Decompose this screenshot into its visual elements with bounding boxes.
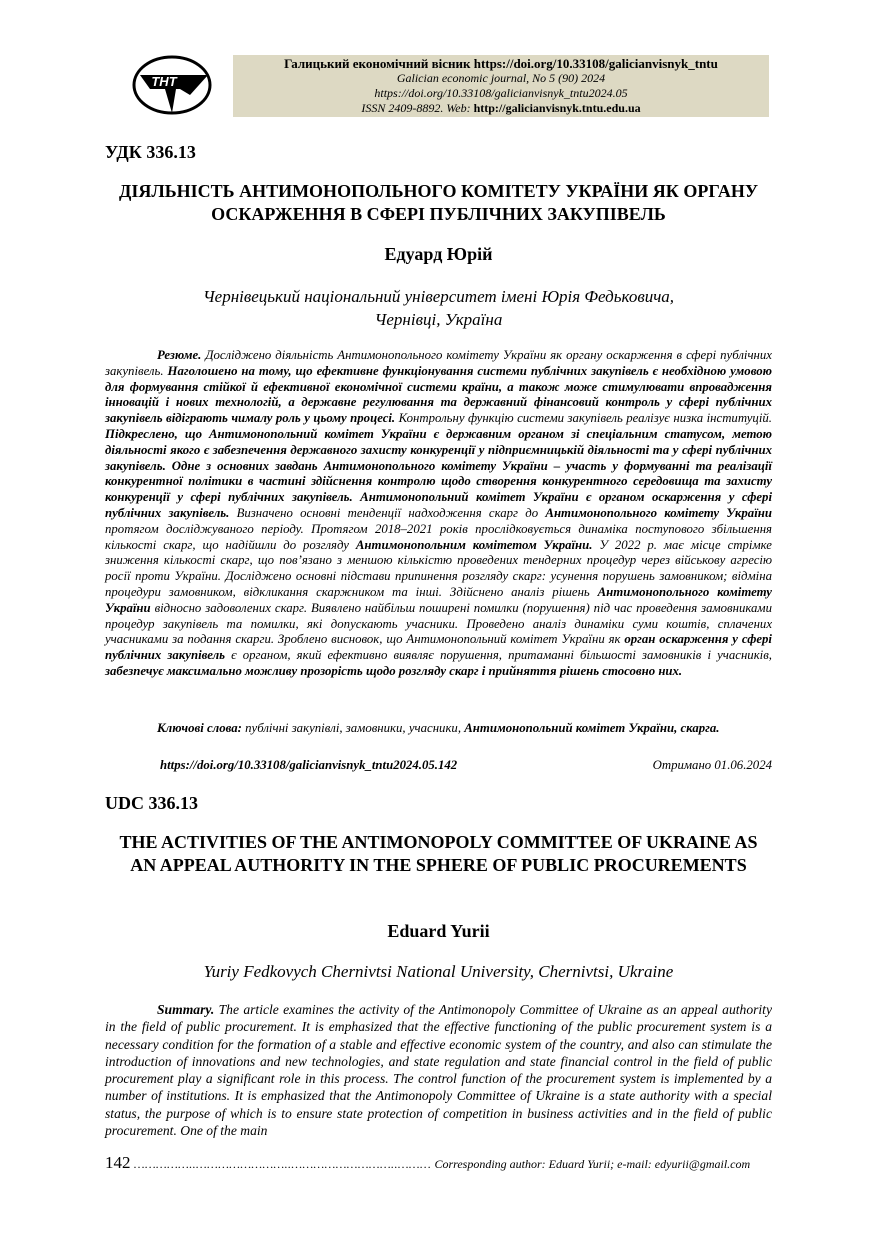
affiliation-ua	[105, 285, 772, 331]
title-en: THE ACTIVITIES OF THE ANTIMONOPOLY COMMITTEE OF UKRAINE AS AN APPEAL AUTHORITY IN THE SPHERE OF PUBLIC PROCUREMENTS	[119, 832, 758, 875]
received-date: Отримано 01.06.2024	[652, 758, 772, 772]
affiliation-ua-line-2: Чернівці, Україна	[374, 310, 503, 329]
page-number: 142	[105, 1153, 131, 1172]
abstract-text: Визначено основні тенденції надходження скарг до	[229, 505, 546, 520]
keywords-text: публічні закупівлі, замовники, учасники,	[241, 721, 465, 735]
abstract-emphasis: Антимонопольним комітетом України.	[355, 537, 593, 552]
journal-banner	[233, 55, 769, 117]
udc-en: UDC 336.13	[105, 793, 198, 813]
abstract-emphasis: забезпечує максимально можливу прозорість щодо розгляду скарг і прийняття рішень стосовно них.	[105, 663, 683, 678]
affiliation-ua-line-1: Чернівецький національний університет імені Юрія Федьковича,	[202, 287, 675, 306]
abstract-emphasis: орган оскарження у сфері публічних закупівель	[105, 632, 772, 663]
page-footer	[105, 1153, 772, 1173]
udc-ua: УДК 336.13	[105, 142, 196, 162]
abstract-text: У 2022 р. має місце стрімке зниження кількості скарг, що пов’язано з меншою кількістю проведених тендерних процедур через військову агресію росії проти України. Досліджено основні підстави припинення розгляду скарг: усунення порушень замовником; відміна процедури замовником, відкликання скаржником та інші. Здійснено аналіз рішень	[105, 537, 772, 599]
abstract-emphasis: Наголошено на тому, що ефективне функціонування системи публічних закупівель є необхідною умовою для формування стійкої й ефективної економічної системи країни, а також може стимулювати впровадження інновацій і нових технологій, а державне регулювання та державний фінансовий контроль у сфері публічних закупівель відіграють чималу роль у цьому процесі.	[105, 363, 772, 426]
keywords-emphasis: Антимонопольний комітет України, скарга.	[464, 721, 720, 735]
abstract-text: Досліджено діяльність Антимонопольного комітету України як органу оскарження в сфері публічних закупівель.	[105, 348, 772, 378]
abstract-text: Контрольну функцію системи закупівель реалізує низка інституцій.	[395, 411, 772, 426]
banner-issn: ISSN 2409-8892. Web:	[361, 101, 474, 115]
logo-text: ТНТ	[151, 74, 177, 89]
banner-line-1: Галицький економічний вісник https://doi.org/10.33108/galicianvisnyk_tntu	[284, 56, 718, 71]
author-ua: Едуард Юрій	[384, 244, 493, 264]
abstract-ua	[105, 348, 772, 680]
banner-line-3: https://doi.org/10.33108/galicianvisnyk_tntu2024.05	[374, 86, 628, 100]
keywords-ua	[105, 721, 772, 736]
banner-line-2: Galician economic journal, No 5 (90) 2024	[396, 71, 606, 85]
journal-logo	[132, 55, 212, 117]
article-doi-link[interactable]: https://doi.org/10.33108/galicianvisnyk_tntu2024.05.142	[160, 758, 458, 772]
banner-web-link[interactable]: http://galicianvisnyk.tntu.edu.ua	[473, 101, 641, 115]
summary-text: The article examines the activity of the Antimonopoly Committee of Ukraine as an appeal authority in the field of public procurement. It is emphasized that the effective functioning of the public procurement system is a necessary condition for the formation of a stable and effective economic system of the country, and also can stimulate the introduction of innovations and new technologies, and state regulation and state financial control in the field of public procurement play a significant role in this process. The control function of the procurement system is implemented by a number of institutions. It is emphasized that the Antimonopoly Committee of Ukraine is a state authority with a special status, the purpose of which is to ensure state protection of competition in business activities and in the field of public procurement. One of the main	[105, 1002, 772, 1139]
summary-en	[105, 1001, 772, 1139]
keywords-label: Ключові слова:	[157, 721, 242, 735]
abstract-emphasis: Антимонопольного комітету України	[545, 505, 772, 520]
abstract-emphasis: Антимонопольного комітету України	[105, 584, 772, 615]
footer-dots: ……………..……………………..………………………..………	[130, 1157, 435, 1171]
abstract-text: є органом, який ефективно виявляє порушення, притаманні більшості замовників і учасників,	[224, 648, 772, 663]
doi-line	[160, 758, 772, 773]
abstract-label: Резюме.	[157, 348, 202, 362]
banner-line-4	[233, 101, 769, 116]
summary-label: Summary.	[157, 1002, 215, 1017]
abstract-emphasis: Підкреслено, що Антимонопольний комітет України є державним органом зі спеціальним статусом, метою діяльності якого є забезпечення державного захисту конкуренції у підприємницькій діяльності та у сфері публічних закупівель. Одне з основних завдань Антимонопольного комітету України – участь у формуванні та реалізації конкурентної політики в частині здійснення контролю щодо створення конкурентного середовища та захисту конкуренції у сфері публічних закупівель. Антимонопольний комітет України є органом оскарження у сфері публічних закупівель.	[105, 426, 772, 520]
corresponding-author: Corresponding author: Eduard Yurii; e-mail: edyurii@gmail.com	[434, 1157, 751, 1171]
affiliation-en: Yuriy Fedkovych Chernivtsi National University, Chernivtsi, Ukraine	[203, 962, 674, 981]
title-ua: ДІЯЛЬНІСТЬ АНТИМОНОПОЛЬНОГО КОМІТЕТУ УКРАЇНИ ЯК ОРГАНУ ОСКАРЖЕННЯ В СФЕРІ ПУБЛІЧНИХ ЗАКУПІВЕЛЬ	[118, 181, 759, 224]
abstract-text: відносно задоволених скарг. Виявлено найбільш поширені помилки (порушення) під час проведення замовниками процедур закупівель та помилки, які допускають учасники. Проведено аналіз динаміки суми коштів, сплачених учасниками за подання скарги. Зроблено висновок, що Антимонопольний комітет України як	[105, 600, 772, 647]
author-en: Eduard Yurii	[387, 921, 490, 941]
abstract-text: протягом досліджуваного періоду. Протягом 2018–2021 років прослідковується динаміка поступового збільшення кількості скарг, що надійшли до розгляду	[105, 521, 772, 552]
